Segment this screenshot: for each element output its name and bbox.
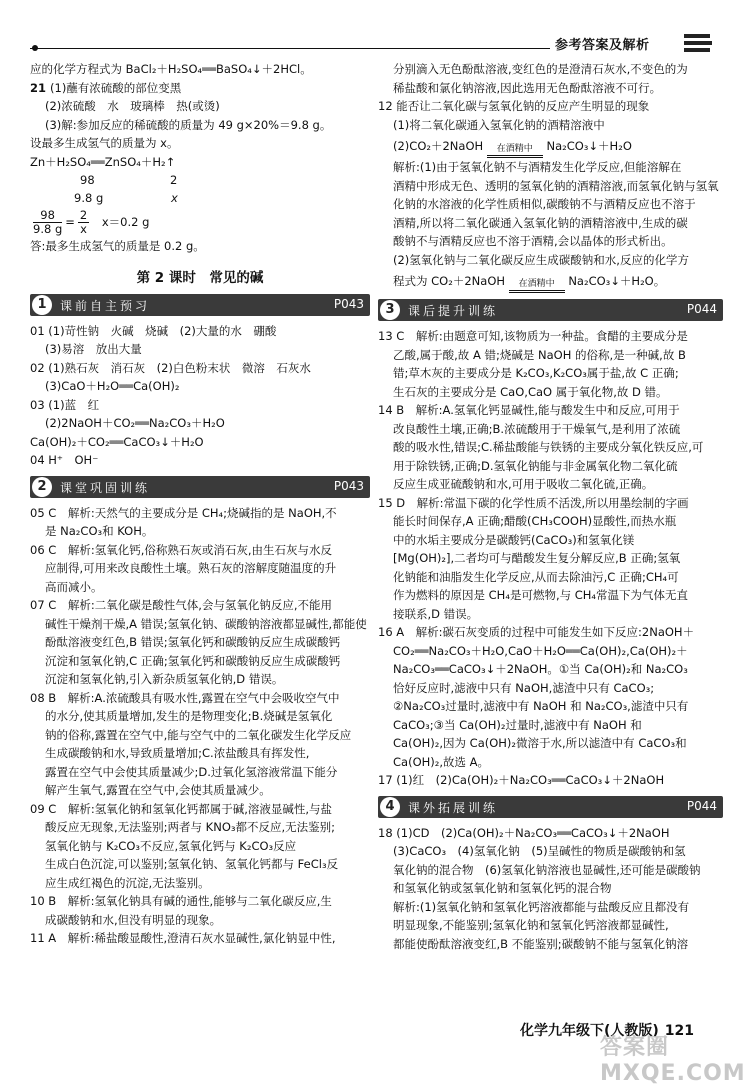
- answer-line: 应生成红褐色的沉淀,无法鉴别。: [45, 875, 210, 890]
- condition-text: 在酒精中: [496, 144, 533, 154]
- bar-label: 课外拓展训练: [408, 800, 499, 815]
- page-number: 121: [664, 1023, 695, 1039]
- answer-line: 酒精中形成无色、透明的氢氧化钠的酒精溶液,而氢氧化钠与氢氧: [393, 178, 719, 193]
- answer-line: 分别滴入无色酚酞溶液,变红色的是澄清石灰水,不变色的为: [393, 62, 688, 76]
- section-bar-after-class: [378, 299, 723, 321]
- answer-line: 碱性干燥剂干燥,A 错误;氢氧化钠、碳酸钠溶液都显碱性,都能使: [45, 616, 367, 631]
- answer-line: (1)蘸有浓硫酸的部位变黑: [50, 80, 182, 95]
- answer-line: (3)CaCO₃ (4)氢氧化钠 (5)呈碱性的物质是碳酸钠和氢: [393, 844, 686, 858]
- answer-line: Ca(OH)₂,因为 Ca(OH)₂微溶于水,所以滤渣中有 CaCO₃和: [393, 736, 687, 750]
- bar-number: 3: [380, 300, 400, 320]
- answer-line: 氧化钠的混合物 (6)氢氧化钠溶液也显碱性,还可能是碳酸钠: [393, 862, 701, 877]
- book-logo-icon: [680, 30, 716, 56]
- answer-line: 稀盐酸和氯化钠溶液,因此选用无色酚酞溶液不可行。: [393, 80, 662, 95]
- equation-left: (2)CO₂＋2NaOH: [393, 139, 484, 153]
- answer-line: 生成碳酸钠和水,导致质量增加;C.浓盐酸具有挥发性,: [45, 746, 310, 760]
- answer-line: [Mg(OH)₂],二者均可与醋酸发生复分解反应,B 正确;氢氧: [393, 551, 681, 565]
- equation-right: Na₂CO₃↓＋H₂O。: [568, 274, 666, 288]
- answer-line: 10 B 解析:氢氧化钠具有碱的通性,能够与二氧化碳反应,生: [30, 894, 332, 908]
- answer-line: 成碳酸钠和水,但没有明显的现象。: [45, 912, 222, 927]
- answer-line: Na₂CO₃══CaCO₃↓＋2NaOH。①当 Ca(OH)₂和 Na₂CO₃: [393, 662, 688, 676]
- answer-line: 酒精,所以将二氧化碳通入氢氧化钠的酒精溶液中,生成的碳: [393, 215, 688, 230]
- answer-line: 15 D 解析:常温下碳的化学性质不活泼,所以用墨绘制的字画: [378, 495, 689, 510]
- molar-mass: 2: [170, 173, 178, 187]
- answer-line: 明显现象,不能鉴别;氢氧化钠和氢氧化钙溶液都显碱性,: [393, 918, 669, 932]
- question-number: 21: [30, 80, 47, 95]
- left-column: [30, 60, 370, 948]
- answer-line: 酸的吸水性,错误;C.稀盐酸能与铁锈的主要成分氧化铁反应,可: [393, 440, 704, 454]
- answer-line: 06 C 解析:氢氧化钙,俗称熟石灰或消石灰,由生石灰与水反: [30, 542, 333, 557]
- answer-line: 化钠的水溶液的化学性质相似,碳酸钠不与酒精反应也不溶于: [393, 197, 696, 211]
- answer-line: (2)氢氧化钠与二氧化碳反应生成碳酸钠和水,反应的化学方: [393, 252, 689, 267]
- answer-line: 03 (1)蓝 红: [30, 397, 100, 412]
- answer-line: 01 (1)苛性钠 火碱 烧碱 (2)大量的水 硼酸: [30, 323, 277, 338]
- answer-line: 化钠能和油脂发生化学反应,从而去除油污,C 正确;CH₄可: [393, 569, 679, 584]
- equation-left: 程式为 CO₂＋2NaOH: [393, 274, 506, 288]
- answer-line: 沉淀和氢氧化钠,C 正确;氢氧化钙和碳酸钠反应生成碳酸钙: [45, 653, 341, 668]
- condition-text: 在酒精中: [518, 279, 555, 289]
- answer-line: 09 C 解析:氢氧化钠和氢氧化钙都属于碱,溶液显碱性,与盐: [30, 801, 333, 816]
- answer-line: 的水分,使其质量增加,发生的是物理变化;B.烧碱是氢氧化: [45, 709, 333, 723]
- answer-line: 错;草木灰的主要成分是 K₂CO₃,K₂CO₃属于盐,故 C 正确;: [393, 366, 679, 380]
- answer-line: (3)解:参加反应的稀硫酸的质量为 49 g×20%＝9.8 g。: [45, 117, 332, 132]
- bar-number: 1: [32, 295, 52, 315]
- answer-line: 13 C 解析:由题意可知,该物质为一种盐。食醋的主要成分是: [378, 329, 688, 343]
- footer-label: 化学九年级下(人教版): [520, 1023, 659, 1039]
- bar-page-ref: P044: [686, 302, 717, 316]
- chemical-equation: [378, 134, 723, 158]
- section-bar-extension: [378, 796, 723, 818]
- answer-line: (3)易溶 放出大量: [45, 342, 142, 356]
- answer-line: (1)将二氧化碳通入氢氧化钠的酒精溶液中: [393, 117, 605, 132]
- fraction-denominator: x: [80, 222, 87, 236]
- answer-line: 11 A 解析:稀盐酸显酸性,澄清石灰水显碱性,氯化钠显中性,: [30, 931, 336, 945]
- chemical-equation: [378, 269, 723, 293]
- section-title: 第 2 课时 常见的碱: [136, 269, 264, 286]
- answer-line: 08 B 解析:A.浓硫酸具有吸水性,露置在空气中会吸收空气中: [30, 690, 340, 705]
- fraction-denominator: 9.8 g: [33, 222, 63, 236]
- reaction-condition: [509, 279, 565, 293]
- answer-line: 14 B 解析:A.氢氧化钙显碱性,能与酸发生中和反应,可用于: [378, 403, 680, 417]
- answer-line: 05 C 解析:天然气的主要成分是 CH₄;烧碱指的是 NaOH,不: [30, 505, 337, 520]
- answer-line: 是 Na₂CO₃和 KOH。: [45, 524, 154, 538]
- fraction-numerator: 98: [33, 209, 62, 223]
- answer-line: 恰好反应时,滤液中只有 NaOH,滤渣中只有 CaCO₃;: [393, 680, 655, 695]
- answer-line: 露置在空气中会使其质量减少;D.过氧化氢溶液常温下能分: [45, 764, 338, 779]
- answer-line: 和氢氧化钠或氢氧化钠和氢氧化钙的混合物: [393, 881, 612, 895]
- answer-line: 改良酸性土壤,正确;B.浓硫酸用于干燥氧气,是利用了浓硫: [393, 421, 681, 436]
- bar-label: 课前自主预习: [60, 298, 151, 313]
- right-column: [378, 60, 723, 953]
- answer-line: CO₂══Na₂CO₃＋H₂O,CaO＋H₂O══Ca(OH)₂,Ca(OH)₂＋: [393, 643, 688, 658]
- header-rule: [30, 48, 550, 49]
- answer-line: Ca(OH)₂,故选 A。: [393, 754, 490, 769]
- given-mass: 9.8 g: [74, 191, 104, 205]
- bar-label: 课后提升训练: [408, 304, 499, 318]
- answer-line: 解析:(1)由于氢氧化钠不与酒精发生化学反应,但能溶解在: [393, 160, 682, 174]
- answer-line: 中的水垢主要成分是碳酸钙(CaCO₃)和氢氧化镁: [393, 532, 635, 547]
- answer-line: 设最多生成氢气的质量为 x。: [30, 136, 179, 150]
- chemical-equation: Zn＋H₂SO₄══ZnSO₄＋H₂↑: [30, 154, 176, 169]
- answer-line: ②Na₂CO₃过量时,滤液中有 NaOH 和 Na₂CO₃,滤渣中只有: [393, 699, 689, 713]
- answer-line: CaCO₃;③当 Ca(OH)₂过量时,滤液中有 NaOH 和: [393, 717, 642, 732]
- unknown-x: x: [171, 191, 178, 205]
- answer-line: 沉淀和氢氧化钠,引入新杂质氢氧化钠,D 错误。: [45, 672, 284, 686]
- result: x＝0.2 g: [101, 215, 150, 229]
- bar-number: 4: [380, 797, 400, 817]
- answer-line: 能长时间保存,A 正确;醋酸(CH₃COOH)显酸性,而热水瓶: [393, 514, 677, 528]
- answer-line: 都能使酚酞溶液变红,B 不能鉴别;碳酸钠不能与氢氧化钠溶: [393, 936, 689, 951]
- answer-line: 钠的俗称,露置在空气中,能与空气中的二氧化碳发生化学反应: [45, 727, 352, 742]
- answer-line: 酸反应无现象,无法鉴别;两者与 KNO₃都不反应,无法鉴别;: [45, 820, 336, 834]
- answer-line: 18 (1)CD (2)Ca(OH)₂＋Na₂CO₃══CaCO₃↓＋2NaOH: [378, 825, 670, 840]
- proportion: $\frac{98}{9.8 g}$ = $\frac{2}{x}$ x＝0.2 g: [33, 208, 150, 236]
- header-title: 参考答案及解析: [555, 38, 650, 53]
- answer-line: 反应生成亚硫酸钠和水,可用于吸收二氧化硫,正确。: [393, 477, 654, 491]
- answer-line: 酸钠不与酒精反应也不溶于酒精,会以晶体的形式析出。: [393, 234, 673, 248]
- answer-line: 12 能否让二氧化碳与氢氧化钠的反应产生明显的现象: [378, 99, 650, 113]
- answer-line: (2)浓硫酸 水 玻璃棒 热(或烫): [45, 99, 220, 113]
- section-bar-preview: [30, 294, 370, 316]
- answer-line: 答:最多生成氢气的质量是 0.2 g。: [30, 239, 205, 253]
- answer-line: 酚酞溶液变红色,B 错误;氢氧化钙和碳酸钠反应生成碳酸钙: [45, 635, 341, 649]
- bar-page-ref: P043: [333, 296, 364, 311]
- answer-line: 接联系,D 错误。: [393, 606, 479, 621]
- answer-line: 乙酸,属于酸,故 A 错;烧碱是 NaOH 的俗称,是一种碱,故 B: [393, 347, 686, 362]
- bar-number: 2: [32, 477, 52, 497]
- answer-line: (2)2NaOH＋CO₂══Na₂CO₃＋H₂O: [45, 416, 225, 430]
- answer-line: 用于除铁锈,正确;D.氢氧化钠能与非金属氧化物二氧化硫: [393, 458, 678, 473]
- answer-line: 04 H⁺ OH⁻: [30, 453, 99, 467]
- bar-page-ref: P043: [333, 478, 364, 493]
- answer-line: 解产生氧气,露置在空气中,会使其质量减少。: [45, 783, 271, 797]
- answer-line: 02 (1)熟石灰 消石灰 (2)白色粉末状 微溶 石灰水: [30, 360, 311, 375]
- answer-line: 高而减小。: [45, 579, 103, 594]
- answer-line: 16 A 解析:碳石灰变质的过程中可能发生如下反应:2NaOH＋: [378, 625, 695, 639]
- answer-line: 氢氧化钠与 K₂CO₃不反应,氢氧化钙与 K₂CO₃反应: [45, 838, 297, 853]
- answer-line: 解析:(1)氢氧化钠和氢氧化钙溶液都能与盐酸反应且都没有: [393, 899, 690, 914]
- answer-line: 应制得,可用来改良酸性土壤。熟石灰的溶解度随温度的升: [45, 561, 337, 575]
- answer-line: 生成白色沉淀,可以鉴别;氢氧化钠、氢氧化钙都与 FeCl₃反: [45, 857, 339, 871]
- fraction-numerator: 2: [79, 208, 88, 222]
- bar-label: 课堂巩固训练: [60, 480, 151, 495]
- text-line: 应的化学方程式为 BaCl₂＋H₂SO₄══BaSO₄↓＋2HCl。: [30, 62, 312, 76]
- answer-line: 作为燃料的原因是 CH₄是可燃物,与 CH₄常温下为气体无直: [393, 588, 689, 602]
- equation-right: Na₂CO₃↓＋H₂O: [546, 139, 632, 153]
- section-bar-classwork: [30, 476, 370, 498]
- bar-page-ref: P044: [686, 798, 717, 813]
- answer-line: 生石灰的主要成分是 CaO,CaO 属于氧化物,故 D 错。: [393, 384, 668, 399]
- page-header: [30, 30, 720, 54]
- molar-mass: 98: [80, 173, 95, 187]
- reaction-condition: [487, 144, 543, 158]
- answer-line: 17 (1)红 (2)Ca(OH)₂＋Na₂CO₃══CaCO₃↓＋2NaOH: [378, 773, 665, 787]
- answer-line: (3)CaO＋H₂O══Ca(OH)₂: [45, 379, 180, 393]
- answer-line: 07 C 解析:二氧化碳是酸性气体,会与氢氧化钠反应,不能用: [30, 598, 333, 612]
- watermark: 答案圈 MXQE.COM: [600, 1035, 746, 1086]
- answer-line: Ca(OH)₂＋CO₂══CaCO₃↓＋H₂O: [30, 434, 204, 449]
